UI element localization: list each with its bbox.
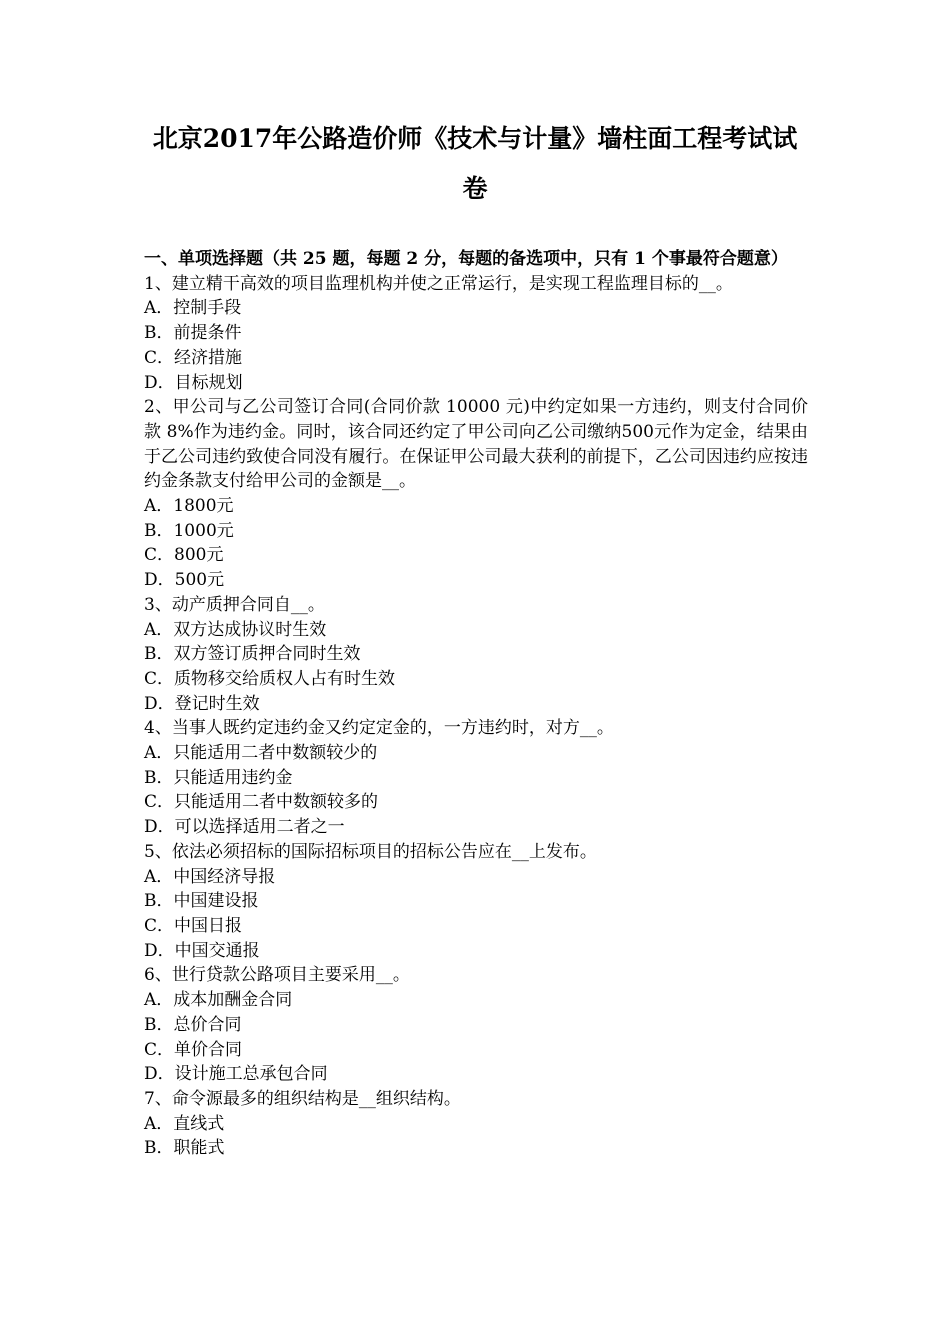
option-a: A．直线式 [144, 1113, 225, 1134]
title-line-2: 卷 [462, 174, 488, 203]
option-c: C．质物移交给质权人占有时生效 [144, 668, 396, 689]
question-stem: 5、依法必须招标的国际招标项目的招标公告应在__上发布。 [144, 841, 597, 862]
option-c: C．经济措施 [144, 347, 243, 368]
option-a: A．1800元 [144, 496, 234, 517]
document-body [144, 247, 808, 1161]
option-b: B．中国建设报 [144, 891, 259, 912]
option-d: D．中国交通报 [144, 940, 260, 961]
question-stem: 1、建立精干高效的项目监理机构并使之正常运行，是实现工程监理目标的__。 [144, 273, 733, 294]
question-7 [144, 1087, 808, 1161]
section-heading: 一、单项选择题（共 25 题，每题 2 分，每题的备选项中，只有 1 个事最符合题意） [144, 249, 788, 269]
option-a: A．成本加酬金合同 [144, 990, 293, 1011]
question-stem: 2、甲公司与乙公司签订合同(合同价款 10000 元)中约定如果一方违约，则支付合同价款 8%作为违约金。同时，该合同还约定了甲公司向乙公司缴纳500元作为定金，结果由于乙公司违约致使合同没有履行。在保证甲公司最大获利的前提下，乙公司因违约应按违约金条款支付给甲公司的金额是__。 [144, 397, 808, 492]
option-b: B．1000元 [144, 520, 234, 541]
option-c: C．中国日报 [144, 915, 243, 936]
question-2 [144, 395, 808, 593]
question-4 [144, 716, 808, 840]
question-stem: 3、动产质押合同自__。 [144, 594, 325, 615]
option-c: C．只能适用二者中数额较多的 [144, 792, 379, 813]
question-stem: 6、世行贷款公路项目主要采用__。 [144, 965, 410, 986]
question-6 [144, 963, 808, 1087]
question-3 [144, 593, 808, 717]
option-c: C．800元 [144, 545, 224, 566]
option-b: B．双方签订质押合同时生效 [144, 644, 361, 665]
question-1 [144, 272, 808, 396]
option-a: A．只能适用二者中数额较少的 [144, 743, 378, 764]
option-c: C．单价合同 [144, 1039, 243, 1060]
document-title [130, 114, 820, 214]
option-b: B．总价合同 [144, 1014, 242, 1035]
option-a: A．控制手段 [144, 298, 242, 319]
option-d: D．目标规划 [144, 372, 243, 393]
option-d: D．登记时生效 [144, 693, 260, 714]
option-a: A．双方达成协议时生效 [144, 619, 327, 640]
option-a: A．中国经济导报 [144, 866, 276, 887]
option-b: B．只能适用违约金 [144, 767, 293, 788]
option-b: B．职能式 [144, 1138, 225, 1159]
question-stem: 7、命令源最多的组织结构是__组织结构。 [144, 1088, 461, 1109]
option-d: D．设计施工总承包合同 [144, 1064, 328, 1085]
title-line-1: 北京2017年公路造价师《技术与计量》墙柱面工程考试试 [152, 124, 798, 153]
question-stem: 4、当事人既约定违约金又约定定金的，一方违约时，对方__。 [144, 718, 614, 739]
option-d: D．可以选择适用二者之一 [144, 817, 345, 838]
option-b: B．前提条件 [144, 323, 242, 344]
question-5 [144, 840, 808, 964]
option-d: D．500元 [144, 570, 225, 591]
